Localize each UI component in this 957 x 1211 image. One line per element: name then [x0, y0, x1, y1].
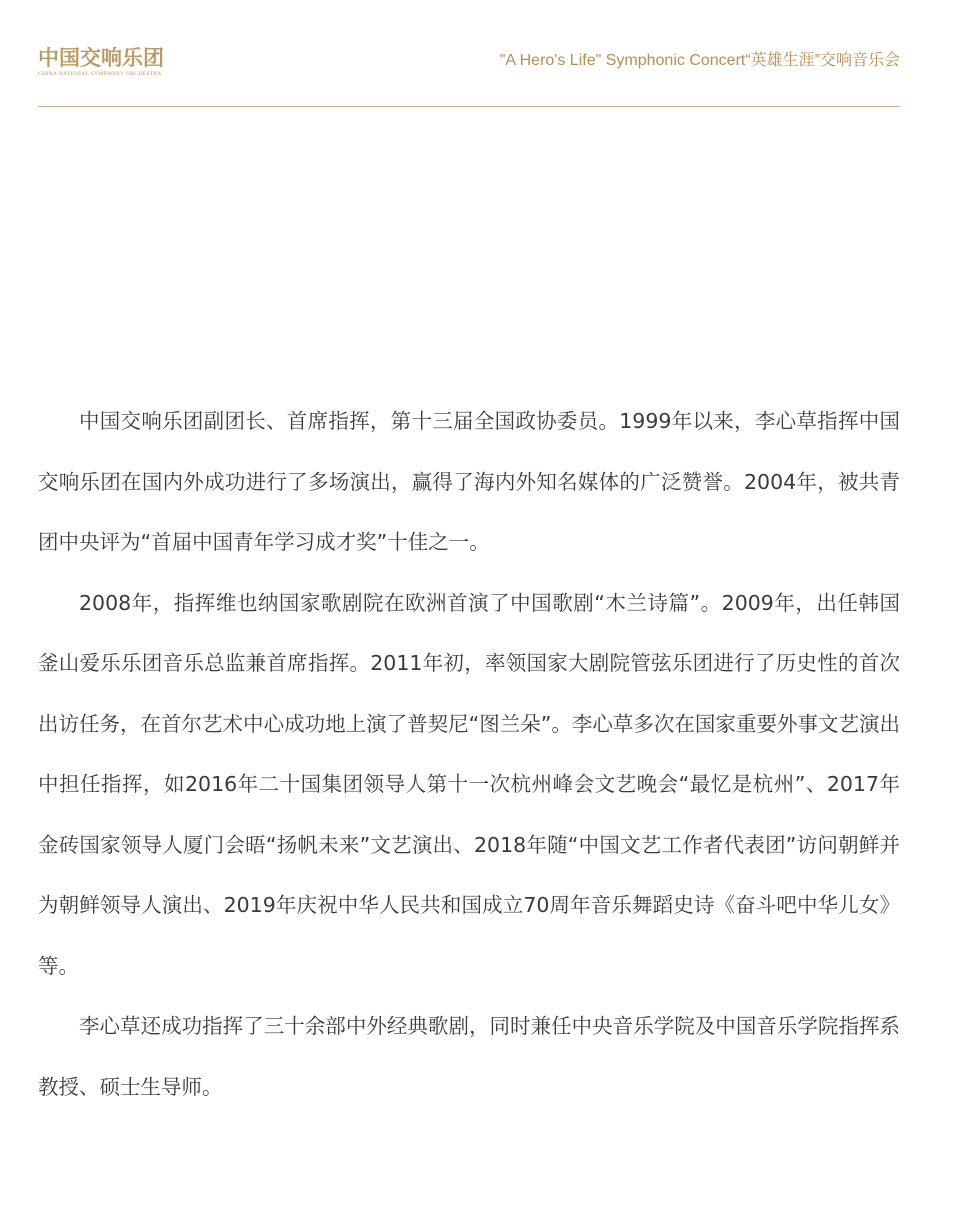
page-header [38, 40, 900, 108]
biography-paragraph-3: 李心草还成功指挥了三十余部中外经典歌剧，同时兼任中央音乐学院及中国音乐学院指挥系教授、硕士生导师。 [38, 1014, 900, 1099]
orchestra-logo [38, 46, 178, 78]
biography-paragraph-2: 2008年，指挥维也纳国家歌剧院在欧洲首演了中国歌剧“木兰诗篇”。2009年，出任韩国釜山爱乐乐团音乐总监兼首席指挥。2011年初，率领国家大剧院管弦乐团进行了历史性的首次出访任务，在首尔艺术中心成功地上演了普契尼“图兰朵”。李心草多次在国家重要外事文艺演出中担任指挥，如2016年二十国集团领导人第十一次杭州峰会文艺晚会“最忆是杭州”、2017年金砖国家领导人厦门会晤“扬帆未来”文艺演出、2018年随“中国文艺工作者代表团”访问朝鲜并为朝鲜领导人演出、2019年庆祝中华人民共和国成立70周年音乐舞蹈史诗《奋斗吧中华儿女》等。 [38, 590, 900, 978]
concert-title: "A Hero's Life" Symphonic Concert“英雄生涯”交响音乐会 [499, 52, 900, 69]
header-divider [38, 106, 900, 107]
biography-text [38, 391, 900, 1117]
logo-english-name: CHINA NATIONAL SYMPHONY ORCHESTRA [38, 71, 162, 77]
logo-chinese-name: 中国交响乐团 [38, 45, 164, 70]
biography-paragraph-1: 中国交响乐团副团长、首席指挥，第十三届全国政协委员。1999年以来，李心草指挥中国交响乐团在国内外成功进行了多场演出，赢得了海内外知名媒体的广泛赞誉。2004年，被共青团中央评为“首届中国青年学习成才奖”十佳之一。 [38, 409, 900, 554]
